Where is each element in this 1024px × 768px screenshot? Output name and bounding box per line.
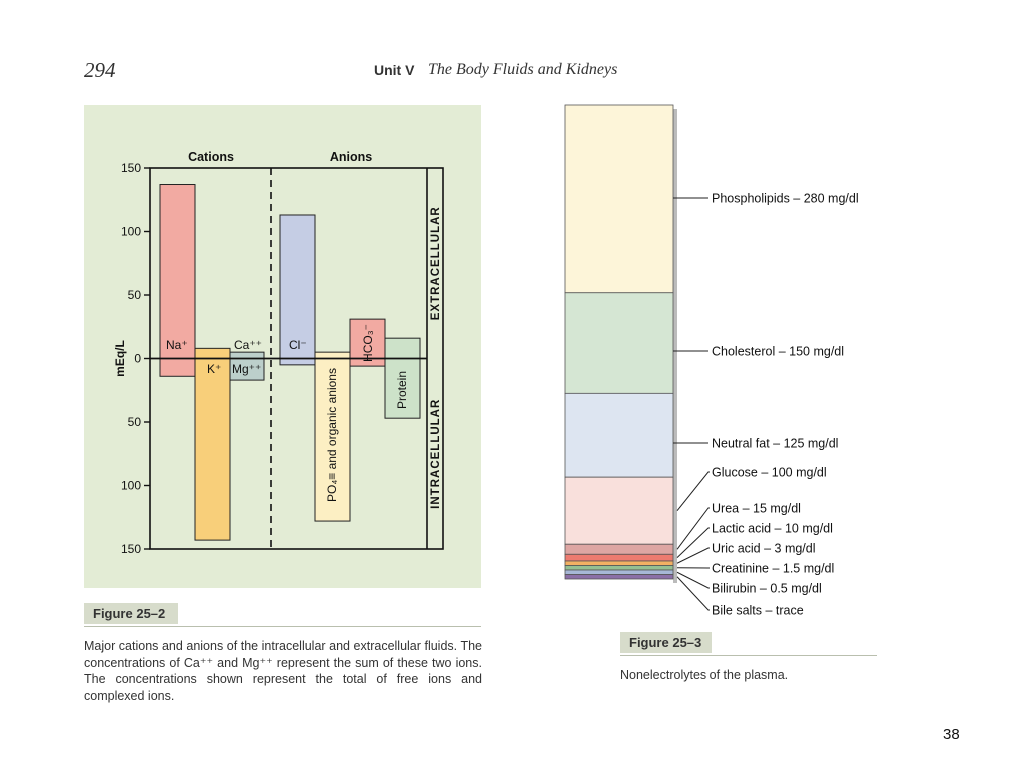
segment-label-9: Bile salts – trace [712,603,804,618]
book-section-title: The Body Fluids and Kidneys [428,61,618,78]
leader-3 [677,472,710,511]
y-tick-label: 0 [134,351,141,366]
y-tick-label: 150 [120,542,141,556]
group-label-anions: Anions [329,150,373,164]
segment-label-5: Lactic acid – 10 mg/dl [712,521,833,536]
leader-6 [677,548,710,563]
bar-1 [195,348,230,540]
figure-25-2-rule [84,626,481,627]
y-tick-label: 150 [120,161,141,175]
segment-6 [565,561,673,566]
y-tick-label: 50 [127,415,141,429]
segment-label-0: Phospholipids – 280 mg/dl [712,191,859,206]
region-label-extracellular: EXTRACELLULAR [430,206,442,321]
region-label-intracellular: INTRACELLULAR [430,398,442,509]
leader-9 [677,577,710,610]
bar-label-7: Protein [395,370,409,410]
segment-label-6: Uric acid – 3 mg/dl [712,541,816,556]
column-shadow [673,109,677,583]
slide-number: 38 [943,726,960,743]
segment-5 [565,554,673,561]
segment-label-3: Glucose – 100 mg/dl [712,465,827,480]
segment-1 [565,293,673,394]
bar-label-1: K⁺ [207,362,222,376]
leader-8 [677,572,710,588]
segment-label-1: Cholesterol – 150 mg/dl [712,344,845,359]
figure-25-2-label: Figure 25–2 [84,603,178,624]
bar-label-0: Na⁺ [166,338,188,352]
nonelectrolyte-chart [540,90,920,630]
electrolyte-chart [84,105,481,588]
y-tick-label: 100 [120,478,141,493]
segment-label-8: Bilirubin – 0.5 mg/dl [712,581,822,596]
segment-2 [565,393,673,477]
figure-25-3-rule [620,655,877,656]
bar-label-3: Mg⁺⁺ [232,362,262,376]
bar-2 [230,352,264,358]
unit-label: Unit V [374,62,415,78]
y-tick-label: 100 [120,224,141,239]
segment-4 [565,544,673,554]
leader-4 [677,508,710,549]
figure-25-3-caption: Nonelectrolytes of the plasma. [620,668,789,682]
figure-25-2-panel [84,105,481,588]
segment-3 [565,477,673,544]
bar-label-2: Ca⁺⁺ [234,338,263,352]
y-tick-label: 50 [127,288,141,302]
bar-label-6: HCO₃⁻ [361,324,375,362]
y-axis-label: mEq/L [113,340,127,377]
page-number: 294 [84,58,116,82]
figure-25-3-label: Figure 25–3 [620,632,712,653]
segment-0 [565,105,673,293]
bar-label-5: PO₄≡ and organic anions [325,368,339,502]
group-label-cations: Cations [188,150,234,164]
segment-7 [565,566,673,571]
bar-label-4: Cl⁻ [289,338,307,352]
figure-25-2-caption: Major cations and anions of the intracellular and extracellular fluids. The concentrations of Ca⁺⁺ and Mg⁺⁺ represent the sum of these two ions. The concentrations shown represent the total of free ions and complexed ions. [84,639,482,703]
segment-label-2: Neutral fat – 125 mg/dl [712,436,839,451]
segment-label-7: Creatinine – 1.5 mg/dl [712,561,835,576]
segment-label-4: Urea – 15 mg/dl [712,501,801,516]
segment-9 [565,575,673,580]
segment-8 [565,570,673,575]
